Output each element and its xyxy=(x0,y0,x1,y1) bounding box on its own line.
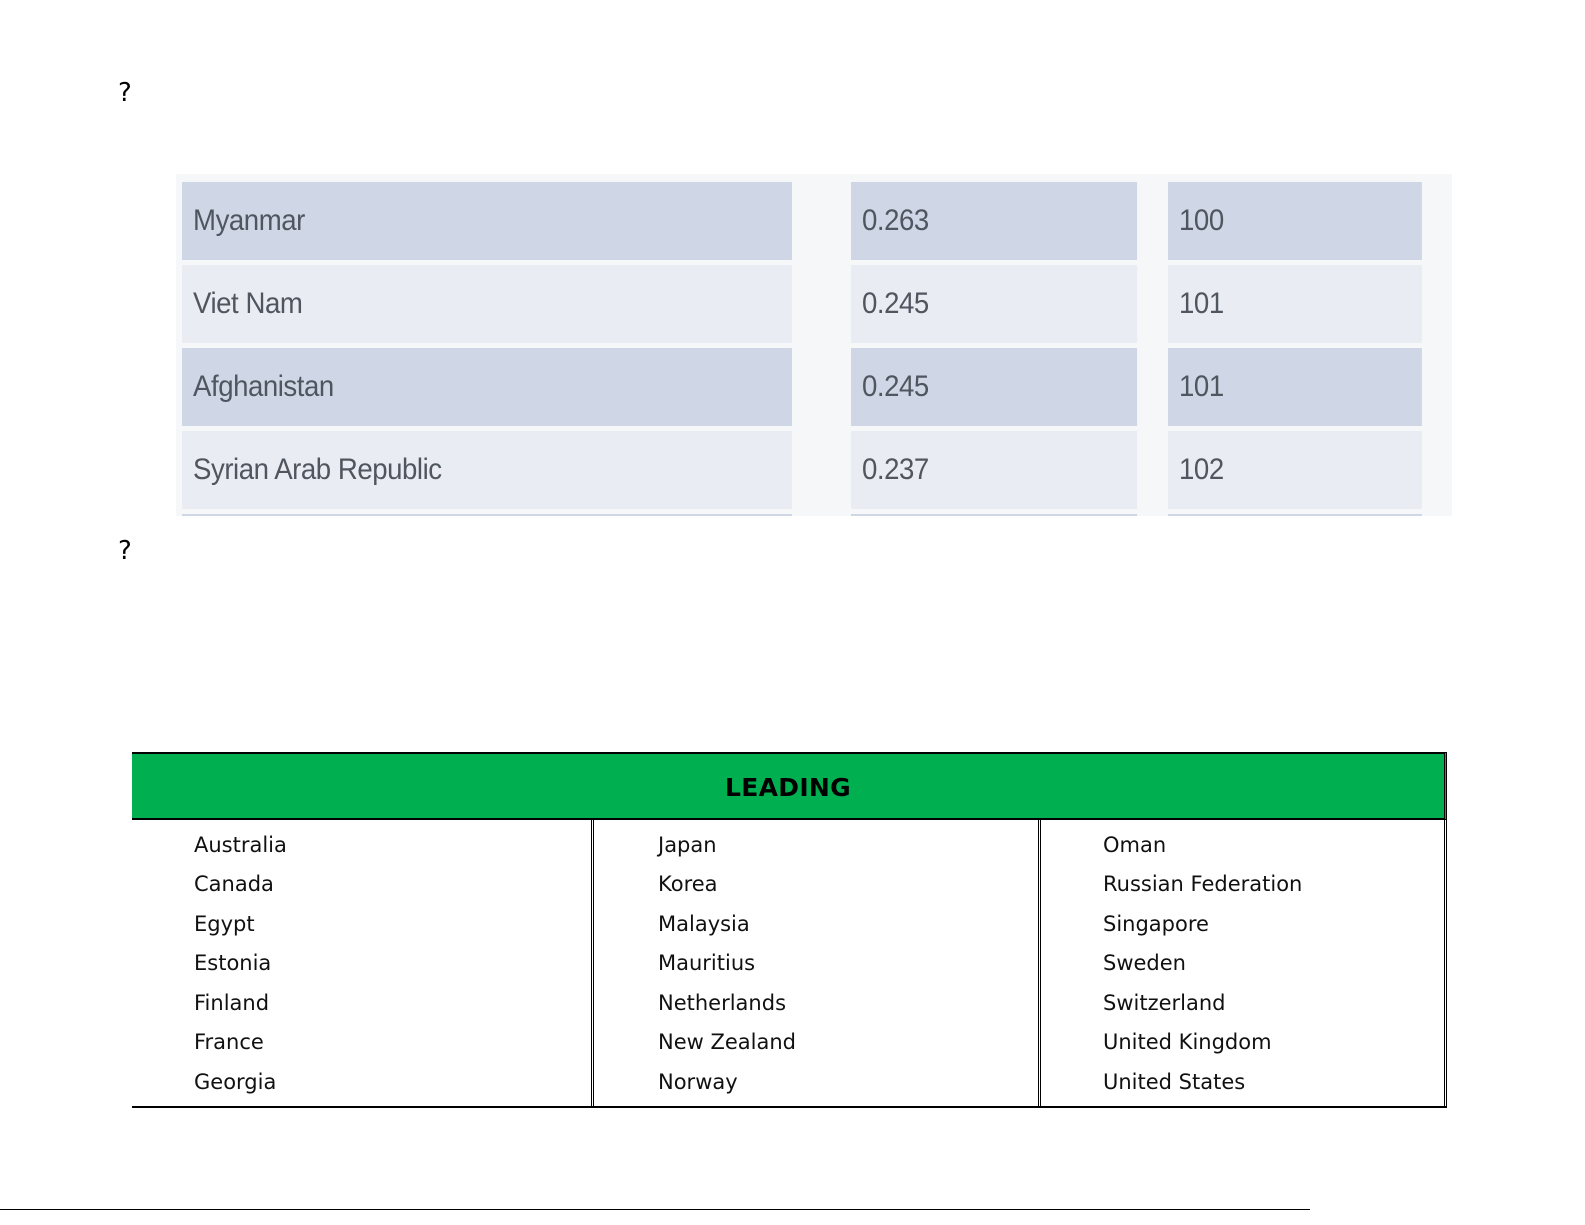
list-item: Estonia xyxy=(194,951,272,975)
list-item: Malaysia xyxy=(658,912,750,936)
list-item: Switzerland xyxy=(1103,991,1226,1015)
missing-glyph-icon: ? xyxy=(118,78,132,108)
country-cell: Syrian Arab Republic xyxy=(182,431,792,509)
list-item: United Kingdom xyxy=(1103,1030,1272,1054)
embedded-table-image xyxy=(176,174,1452,520)
list-item: Georgia xyxy=(194,1070,277,1094)
list-item: United States xyxy=(1103,1070,1246,1094)
list-item: Egypt xyxy=(194,912,255,936)
list-item: France xyxy=(194,1030,264,1054)
country-cell: Myanmar xyxy=(182,182,792,260)
list-item: Korea xyxy=(658,872,718,896)
rank-cell: 101 xyxy=(1168,348,1422,426)
list-item: Norway xyxy=(658,1070,738,1094)
table-row xyxy=(182,431,1444,509)
leading-header xyxy=(132,752,1447,820)
value-cell: 0.237 xyxy=(851,431,1137,509)
list-item: New Zealand xyxy=(658,1030,796,1054)
list-item: Japan xyxy=(658,833,717,857)
list-item: Mauritius xyxy=(658,951,756,975)
value-cell: 0.263 xyxy=(851,182,1137,260)
leading-header-label: LEADING xyxy=(725,773,851,802)
page-divider xyxy=(0,1209,1310,1210)
list-item: Singapore xyxy=(1103,912,1209,936)
leading-table xyxy=(132,752,1447,1108)
table-row xyxy=(182,265,1444,343)
country-column xyxy=(1041,820,1447,1106)
list-item: Australia xyxy=(194,833,287,857)
rank-cell: 102 xyxy=(1168,431,1422,509)
list-item: Canada xyxy=(194,872,274,896)
rank-cell: 100 xyxy=(1168,182,1422,260)
value-cell: 0.245 xyxy=(851,348,1137,426)
missing-glyph-icon: ? xyxy=(118,536,132,566)
list-item: Russian Federation xyxy=(1103,872,1303,896)
list-item: Sweden xyxy=(1103,951,1186,975)
table-row-partial xyxy=(182,514,1444,520)
country-cell: Afghanistan xyxy=(182,348,792,426)
country-cell: Viet Nam xyxy=(182,265,792,343)
table-row xyxy=(182,182,1444,260)
leading-body xyxy=(132,820,1447,1108)
rank-cell: 101 xyxy=(1168,265,1422,343)
list-item: Netherlands xyxy=(658,991,787,1015)
list-item: Finland xyxy=(194,991,270,1015)
value-cell: 0.245 xyxy=(851,265,1137,343)
country-column xyxy=(594,820,1041,1106)
list-item: Oman xyxy=(1103,833,1167,857)
table-row xyxy=(182,348,1444,426)
country-column xyxy=(132,820,594,1106)
